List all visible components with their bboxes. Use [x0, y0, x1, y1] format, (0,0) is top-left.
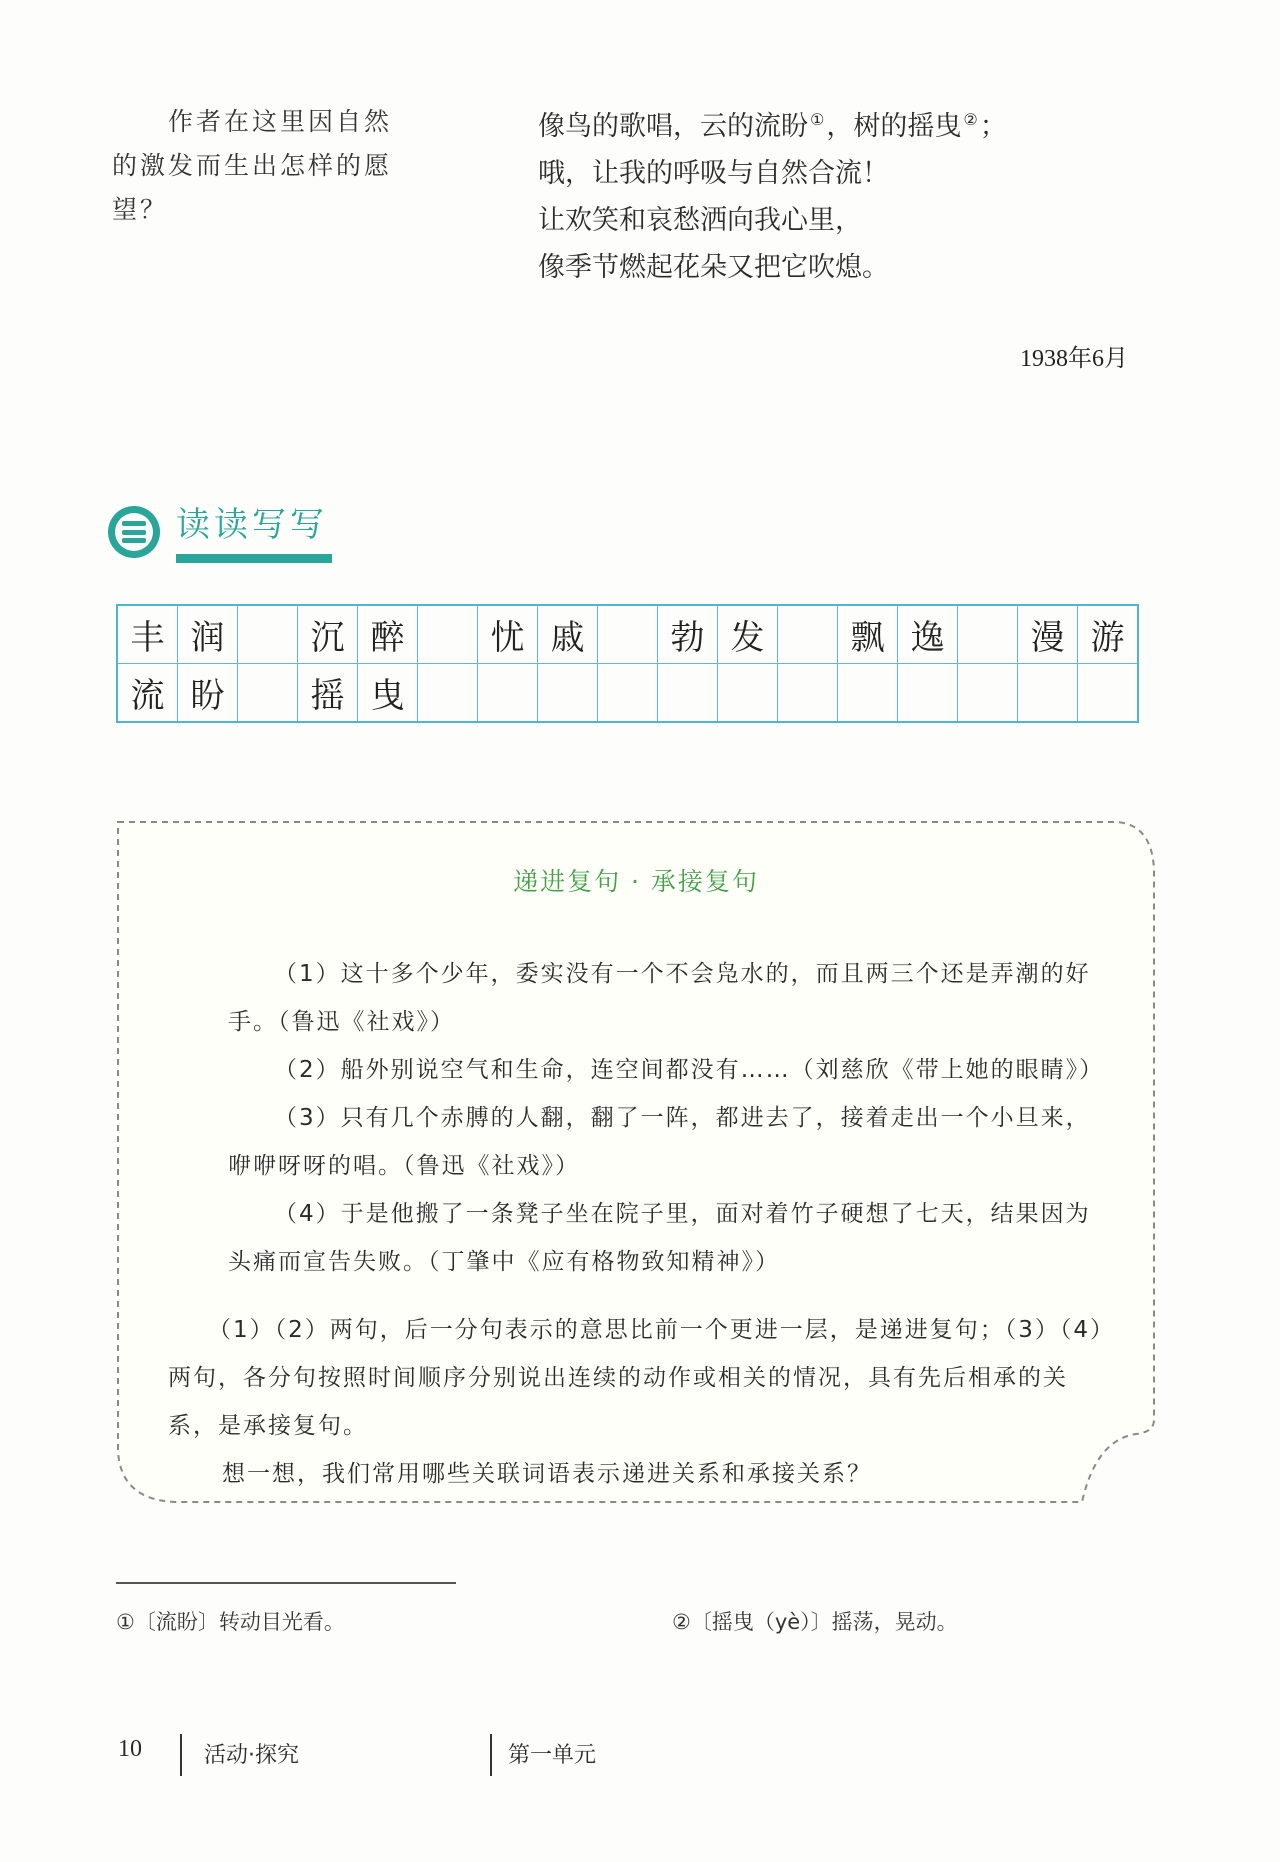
grid-cell [898, 664, 958, 723]
example-sentence: （1）这十多个少年，委实没有一个不会凫水的，而且两三个还是弄潮的好手。（鲁迅《社戏》） [228, 961, 1091, 1035]
grid-cell: 戚 [538, 605, 598, 664]
side-question-line: 作者在这里因自然 [168, 107, 393, 136]
grid-row [117, 605, 1138, 664]
grid-cell [238, 605, 298, 664]
grid-cell [418, 605, 478, 664]
footnote-2: ②〔摇曳（yè）〕摇荡，晃动。 [672, 1610, 958, 1634]
grid-cell [538, 664, 598, 723]
grid-cell: 沉 [298, 605, 358, 664]
footnote-ref-2[interactable]: ② [963, 110, 978, 129]
grid-cell: 醉 [358, 605, 418, 664]
grid-cell [718, 664, 778, 723]
grammar-knowledge-box [116, 820, 1156, 1510]
side-question-line: 望？ [112, 195, 169, 224]
grid-cell: 盼 [178, 664, 238, 723]
think-question: 想一想，我们常用哪些关联词语表示递进关系和承接关系？ [222, 1461, 872, 1487]
circled-three-icon [108, 506, 160, 558]
example-sentence: （4）于是他搬了一条凳子坐在院子里，面对着竹子硬想了七天，结果因为头痛而宣告失败。（丁肇中《应有格物致知精神》） [228, 1201, 1091, 1275]
grid-cell [778, 605, 838, 664]
footer-section-label: 活动·探究 [204, 1743, 299, 1768]
grid-cell: 丰 [117, 605, 178, 664]
grid-cell [478, 664, 538, 723]
page-number: 10 [118, 1736, 142, 1762]
example-sentences [228, 950, 1108, 1286]
footer-unit-label: 第一单元 [508, 1743, 597, 1768]
grid-cell [1018, 664, 1078, 723]
grid-cell [418, 664, 478, 723]
grid-cell [598, 664, 658, 723]
grid-cell [238, 664, 298, 723]
grammar-box-title: 递进复句 · 承接复句 [513, 867, 759, 896]
footnote-divider [116, 1582, 456, 1584]
poem-stanza [538, 96, 1138, 291]
grid-cell [598, 605, 658, 664]
example-sentence: （3）只有几个赤膊的人翻，翻了一阵，都进去了，接着走出一个小旦来，咿咿呀呀的唱。（鲁迅《社戏》） [228, 1105, 1091, 1179]
grid-cell [838, 664, 898, 723]
footer-divider [180, 1734, 182, 1776]
grid-cell: 流 [117, 664, 178, 723]
character-practice-grid [116, 604, 1139, 723]
grid-row [117, 664, 1138, 723]
footnote-1: ①〔流盼〕转动目光看。 [116, 1610, 345, 1634]
poem-line: 哦，让我的呼吸与自然合流！ [538, 158, 889, 189]
poem-date: 1938年6月 [1020, 346, 1128, 372]
poem-line [538, 96, 1138, 150]
grammar-summary [168, 1306, 1108, 1498]
grid-cell: 勃 [658, 605, 718, 664]
summary-text: （1）（2）两句，后一分句表示的意思比前一个更进一层，是递进复句；（3）（4）两句，各分句按照时间顺序分别说出连续的动作或相关的情况，具有先后相承的关系，是承接复句。 [168, 1317, 1104, 1439]
grid-cell: 曳 [358, 664, 418, 723]
grid-cell: 润 [178, 605, 238, 664]
poem-text: ； [979, 111, 1007, 142]
section-header [108, 500, 332, 563]
section-title: 读读写写 [176, 505, 328, 545]
section-underline [176, 554, 332, 563]
grid-cell: 发 [718, 605, 778, 664]
side-question-line: 的激发而生出怎样的愿 [112, 151, 393, 180]
grid-cell [1078, 664, 1139, 723]
poem-text: 像鸟的歌唱，云的流盼 [538, 111, 808, 142]
poem-text: ，树的摇曳 [826, 111, 962, 142]
poem-line: 让欢笑和哀愁洒向我心里， [538, 205, 862, 236]
example-sentence: （2）船外别说空气和生命，连空间都没有……（刘慈欣《带上她的眼睛》） [274, 1057, 1105, 1083]
grid-cell: 飘 [838, 605, 898, 664]
footer-divider [490, 1734, 492, 1776]
grid-cell [958, 664, 1018, 723]
footnote-ref-1[interactable]: ① [810, 110, 825, 129]
grid-cell: 漫 [1018, 605, 1078, 664]
grid-cell: 摇 [298, 664, 358, 723]
grid-cell [958, 605, 1018, 664]
grid-cell: 逸 [898, 605, 958, 664]
grid-cell: 游 [1078, 605, 1139, 664]
poem-line: 像季节燃起花朵又把它吹熄。 [538, 252, 889, 283]
grid-cell [778, 664, 838, 723]
grid-cell: 忧 [478, 605, 538, 664]
grid-cell [658, 664, 718, 723]
side-annotation-question [112, 100, 432, 232]
